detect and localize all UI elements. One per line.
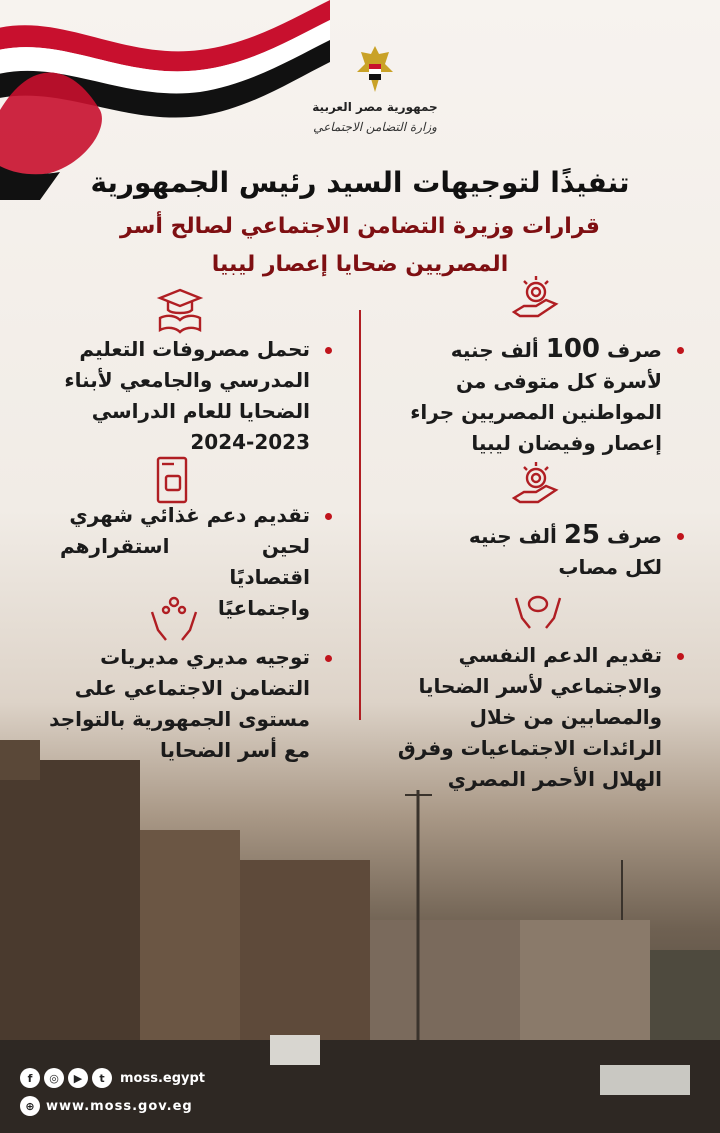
subheadline-line2: المصريين ضحايا إعصار ليبيا (211, 252, 509, 277)
list-item: توجيه مديري مديريات التضامن الاجتماعي على مستوى الجمهورية بالتواجد مع أسر الضحايا (36, 642, 310, 766)
center-divider (359, 310, 361, 720)
website-link[interactable]: www.moss.gov.eg (46, 1098, 193, 1114)
hands-brain-icon (512, 586, 564, 638)
youtube-icon[interactable]: ▶ (68, 1068, 88, 1088)
list-item: تقديم الدعم النفسي والاجتماعي لأسر الضحايا والمصابين من خلال الرائدات الاجتماعيات وفرق الهلال الأحمر المصري (392, 640, 662, 795)
globe-icon: ⊕ (20, 1096, 40, 1116)
website-row (20, 1096, 193, 1116)
bullet-dot (677, 653, 684, 660)
subheadline-line1: قرارات وزيرة التضامن الاجتماعي لصالح أسر (120, 214, 600, 239)
facebook-icon[interactable]: f (20, 1068, 40, 1088)
twitter-icon[interactable]: t (92, 1068, 112, 1088)
hand-coin-icon (510, 272, 562, 324)
bullet-dot (677, 347, 684, 354)
headline: تنفيذًا لتوجيهات السيد رئيس الجمهورية (90, 166, 630, 199)
bullet-dot (325, 513, 332, 520)
item-heading: صرف 100 ألف جنيه (450, 334, 662, 364)
list-item: تقديم دعم غذائي شهري لحين استقرارهم اقتصاديًا واجتماعيًا (60, 500, 310, 624)
list-item: صرف 25 ألف جنيه لكل مصاب (430, 520, 662, 583)
hand-coin-icon (510, 458, 562, 510)
food-box-icon (150, 454, 202, 506)
bullet-dot (325, 347, 332, 354)
instagram-icon[interactable]: ◎ (44, 1068, 64, 1088)
ministry-name-line2: وزارة التضامن الاجتماعي (313, 120, 437, 134)
bullet-dot (325, 655, 332, 662)
social-bar (20, 1068, 205, 1088)
social-handle[interactable]: moss.egypt (120, 1070, 206, 1086)
item-heading: صرف 25 ألف جنيه (468, 520, 662, 550)
eagle-emblem-icon (355, 42, 395, 96)
graduation-book-icon (154, 284, 206, 336)
bullet-dot (677, 533, 684, 540)
list-item: صرف 100 ألف جنيه لأسرة كل متوفى من المواطنين المصريين جراء إعصار وفيضان ليبيا (392, 334, 662, 459)
ministry-name-line1: جمهورية مصر العربية (312, 100, 438, 114)
list-item: تحمل مصروفات التعليم المدرسي والجامعي لأبناء الضحايا للعام الدراسي 2024-2023 (36, 334, 310, 458)
